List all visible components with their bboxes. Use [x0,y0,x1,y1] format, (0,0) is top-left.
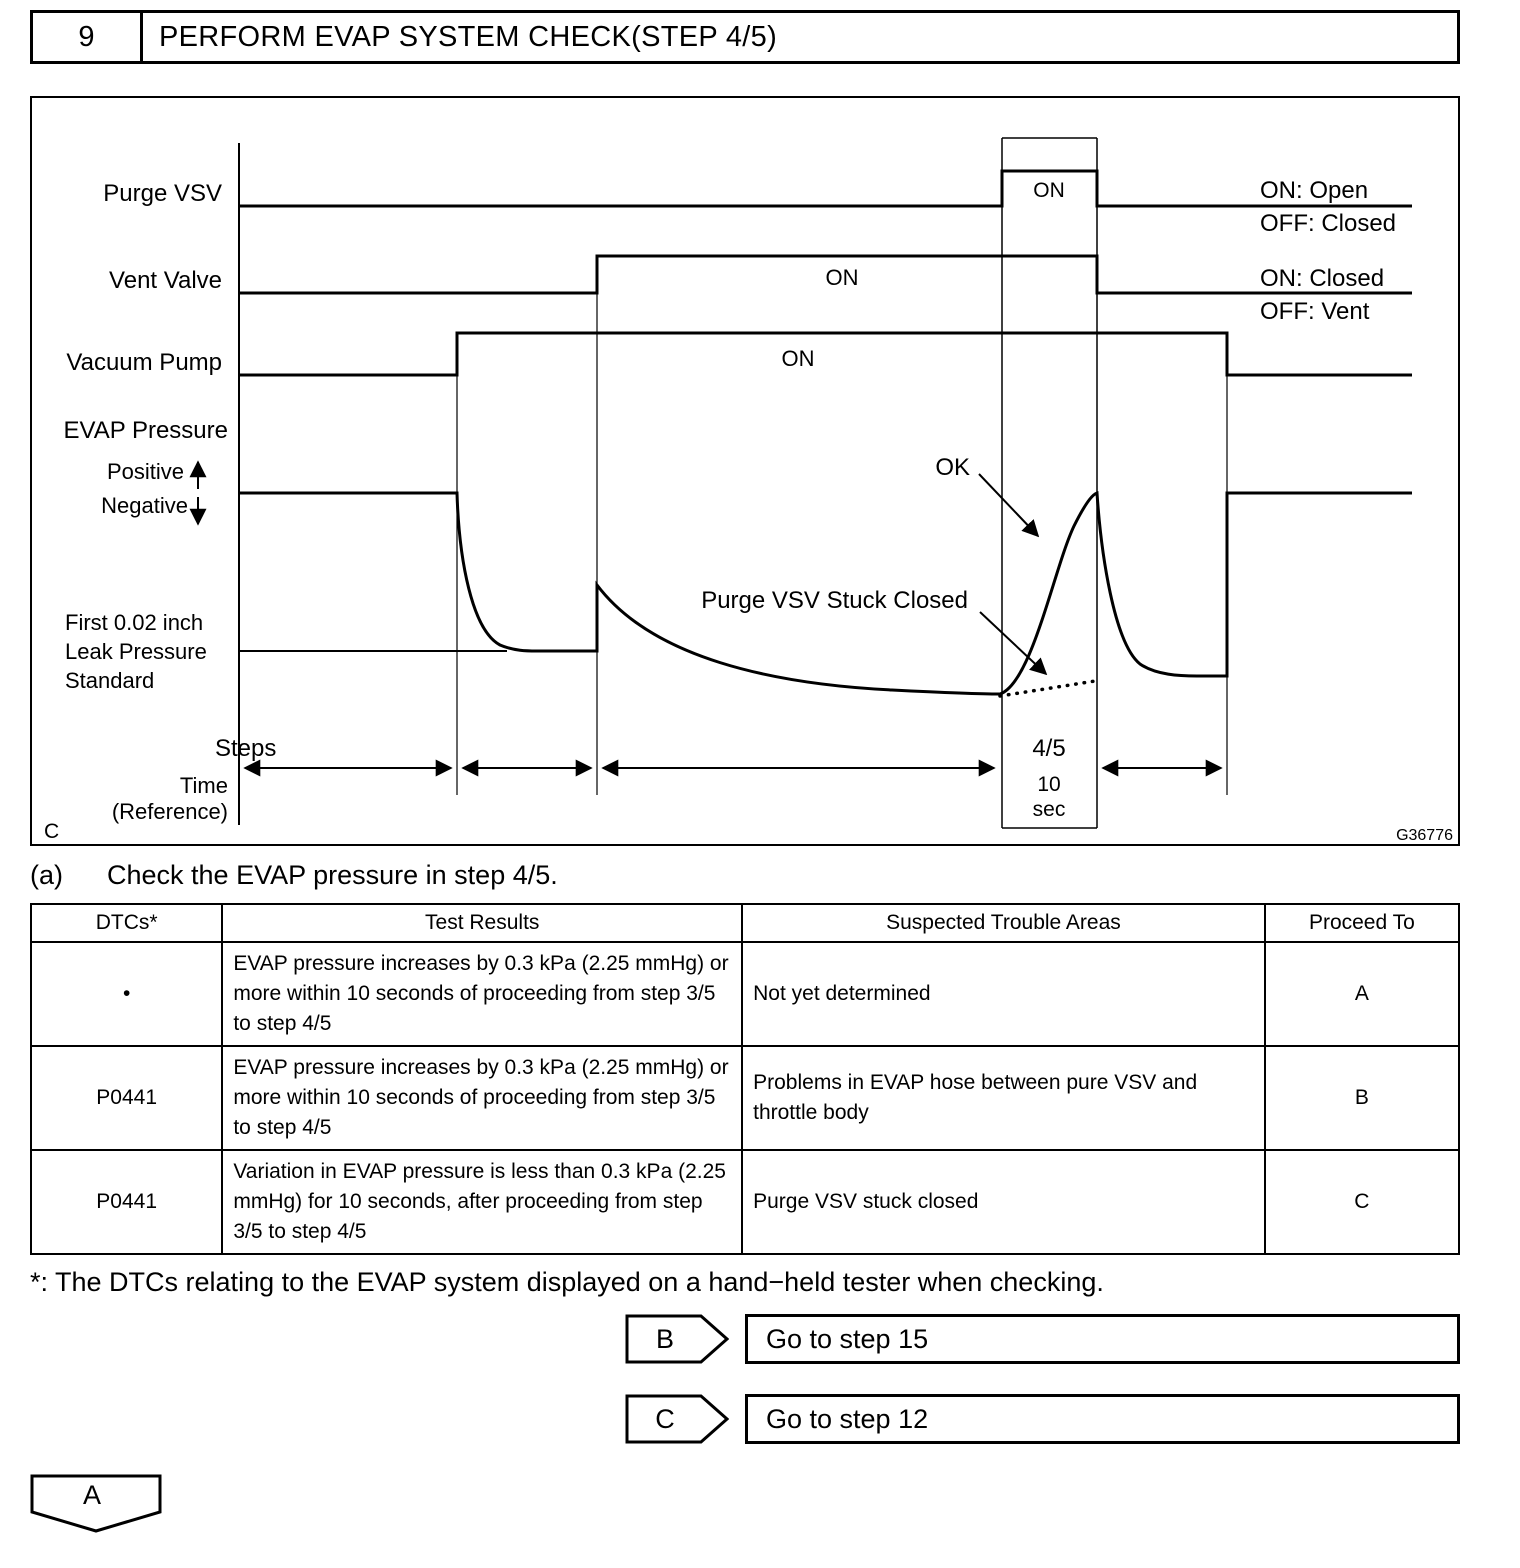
col-header-trouble-areas: Suspected Trouble Areas [742,904,1265,942]
vent-legend-on: ON: Closed [1260,265,1385,292]
instruction-text: Check the EVAP pressure in step 4/5. [107,860,558,890]
evap-pressure-label: EVAP Pressure [63,417,228,444]
manual-page [30,0,1460,1534]
stuck-annotation-label: Purge VSV Stuck Closed [701,587,968,614]
connector-row-b [625,1314,1460,1364]
purge-vsv-label: Purge VSV [103,180,222,207]
stuck-annotation-arrow [980,612,1046,674]
vent-on-label: ON [825,265,859,290]
table-row [31,1150,1459,1254]
negative-label: Negative [101,493,188,518]
cell-proceed-to: C [1265,1150,1459,1254]
leak-standard-label-line1: First 0.02 inch [65,610,204,635]
vacuum-pump-trace [239,333,1412,375]
purge-legend-off: OFF: Closed [1260,210,1397,237]
connector-c-arrow [625,1394,729,1444]
table-row [31,1046,1459,1150]
col-header-dtcs: DTCs* [31,904,222,942]
cell-trouble-areas: Problems in EVAP hose between pure VSV and throttle body [742,1046,1265,1150]
table-header-row [31,904,1459,942]
vacuum-pump-label: Vacuum Pump [66,349,222,376]
timing-diagram-figure [32,98,1458,844]
vent-legend-off: OFF: Vent [1260,298,1370,325]
instruction-line [30,860,1460,891]
connector-row-c [625,1394,1460,1444]
positive-label: Positive [106,459,184,484]
step-header [30,10,1460,64]
dtc-table [30,903,1460,1255]
connector-a [30,1474,1460,1534]
col-header-test-results: Test Results [222,904,742,942]
page-title: PERFORM EVAP SYSTEM CHECK(STEP 4/5) [159,20,778,53]
cell-trouble-areas: Purge VSV stuck closed [742,1150,1265,1254]
vent-valve-label: Vent Valve [109,267,222,294]
timing-diagram [30,96,1460,846]
purge-legend-on: ON: Open [1260,177,1369,204]
step-window-column [1002,138,1097,828]
phase-separator-lines [457,256,1227,795]
connector-c-shape [627,1396,727,1442]
leak-standard-label-line2: Leak Pressure [65,639,207,664]
cell-trouble-areas: Not yet determined [742,942,1265,1046]
connector-a-label: A [82,1480,102,1510]
connector-b-label: B [655,1324,675,1354]
ok-annotation-arrow [979,474,1038,536]
goto-step-15-box: Go to step 15 [745,1314,1460,1364]
step-value-label: 4/5 [1032,735,1066,762]
ok-annotation-label: OK [935,454,970,481]
time-label-line1: Time [179,773,228,798]
instruction-letter: (a) [30,860,63,890]
leak-standard-label-line3: Standard [65,668,155,693]
evap-pressure-ok-trace [1000,493,1412,694]
cell-dtc: • [31,942,222,1046]
goto-step-12-box: Go to step 12 [745,1394,1460,1444]
time-label-line2: (Reference) [111,799,228,824]
table-row [31,942,1459,1046]
purge-on-label: ON [1033,179,1065,202]
cell-dtc: P0441 [31,1046,222,1150]
cell-test-results: Variation in EVAP pressure is less than 0.3 kPa (2.25 mmHg) for 10 seconds, after proceeding from step 3/5 to step 4/5 [222,1150,742,1254]
connector-b-arrow [625,1314,729,1364]
connector-c-label: C [655,1404,675,1434]
corner-label: C [44,820,60,843]
duration-label-line2: sec [1032,798,1066,821]
figure-code: G36776 [1396,827,1453,844]
diagram-text [44,177,1453,844]
connector-a-banner [30,1474,162,1534]
purge-vsv-trace [239,171,1412,206]
step-number: 9 [33,13,143,61]
cell-test-results: EVAP pressure increases by 0.3 kPa (2.25 mmHg) or more within 10 seconds of proceeding from step 3/5 to step 4/5 [222,1046,742,1150]
pump-on-label: ON [781,346,815,371]
col-header-proceed-to: Proceed To [1265,904,1459,942]
cell-proceed-to: A [1265,942,1459,1046]
steps-label: Steps [215,735,277,762]
cell-test-results: EVAP pressure increases by 0.3 kPa (2.25 mmHg) or more within 10 seconds of proceeding from step 3/5 to step 4/5 [222,942,742,1046]
duration-label-line1: 10 [1037,773,1061,796]
dtc-footnote: *: The DTCs relating to the EVAP system displayed on a hand−held tester when checking. [30,1267,1104,1297]
cell-dtc: P0441 [31,1150,222,1254]
cell-proceed-to: B [1265,1046,1459,1150]
connector-b-shape [627,1316,727,1362]
diagram-lines [198,138,1412,828]
